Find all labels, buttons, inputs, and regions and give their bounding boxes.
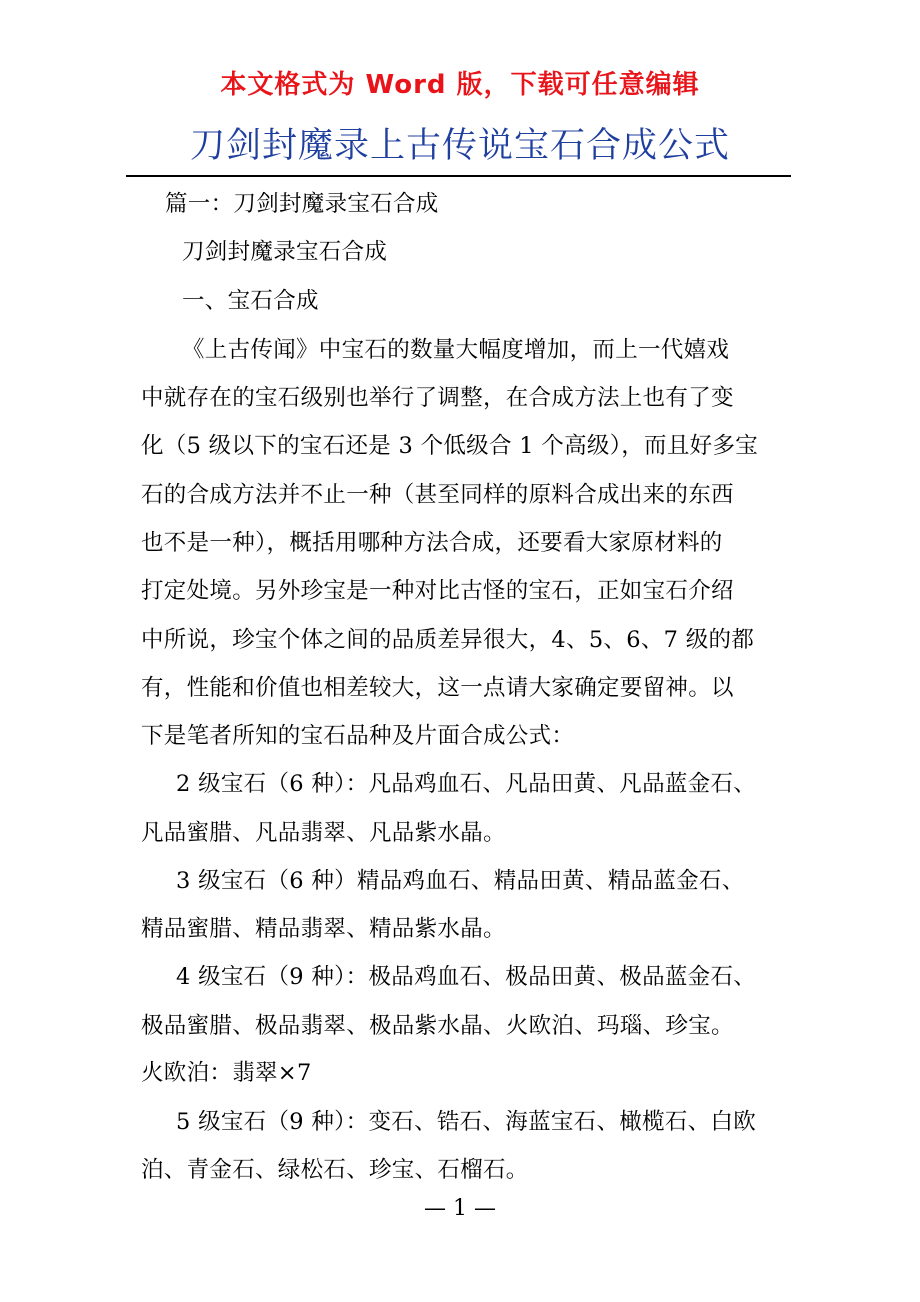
format-notice-banner: 本文格式为 Word 版，下载可任意编辑 — [220, 70, 700, 100]
page-number: — 1 — — [424, 1196, 496, 1221]
paragraph-line: 石的合成方法并不止一种（甚至同样的原料合成出来的东西 — [141, 482, 734, 508]
section-heading: 篇一：刀剑封魔录宝石合成 — [165, 191, 439, 217]
paragraph-line: 下是笔者所知的宝石品种及片面合成公式： — [141, 723, 575, 749]
title-divider — [126, 175, 791, 177]
paragraph-line: 有，性能和价值也相差较大，这一点请大家确定要留神。以 — [141, 675, 734, 701]
gem-recipe-line: 火欧泊：翡翠×7 — [141, 1060, 312, 1086]
gem-level-line: 极品蜜腊、极品翡翠、极品紫水晶、火欧泊、玛瑙、珍宝。 — [141, 1013, 734, 1039]
paragraph-line: 《上古传闻》中宝石的数量大幅度增加，而上一代嬉戏 — [182, 337, 730, 363]
document-title: 刀剑封魔录上古传说宝石合成公式 — [189, 126, 730, 166]
gem-level-line: 2 级宝石（6 种）：凡品鸡血石、凡品田黄、凡品蓝金石、 — [176, 771, 757, 797]
gem-level-line: 4 级宝石（9 种）：极品鸡血石、极品田黄、极品蓝金石、 — [176, 964, 757, 990]
gem-level-line: 泊、青金石、绿松石、珍宝、石榴石。 — [141, 1157, 529, 1183]
subheading: 一、宝石合成 — [182, 288, 319, 314]
gem-level-line: 精品蜜腊、精品翡翠、精品紫水晶。 — [141, 916, 506, 942]
paragraph-line: 中所说，珍宝个体之间的品质差异很大，4、5、6、7 级的都 — [141, 627, 755, 653]
subheading: 刀剑封魔录宝石合成 — [182, 239, 388, 265]
paragraph-line: 化（5 级以下的宝石还是 3 个低级合 1 个高级），而且好多宝 — [141, 433, 759, 459]
gem-level-line: 5 级宝石（9 种）：变石、锆石、海蓝宝石、橄榄石、白欧 — [176, 1109, 757, 1135]
gem-level-line: 3 级宝石（6 种）精品鸡血石、精品田黄、精品蓝金石、 — [176, 868, 745, 894]
paragraph-line: 也不是一种），概括用哪种方法合成，还要看大家原材料的 — [141, 530, 723, 556]
paragraph-line: 中就存在的宝石级别也举行了调整，在合成方法上也有了变 — [141, 385, 734, 411]
gem-level-line: 凡品蜜腊、凡品翡翠、凡品紫水晶。 — [141, 820, 506, 846]
paragraph-line: 打定处境。另外珍宝是一种对比古怪的宝石，正如宝石介绍 — [141, 578, 734, 604]
